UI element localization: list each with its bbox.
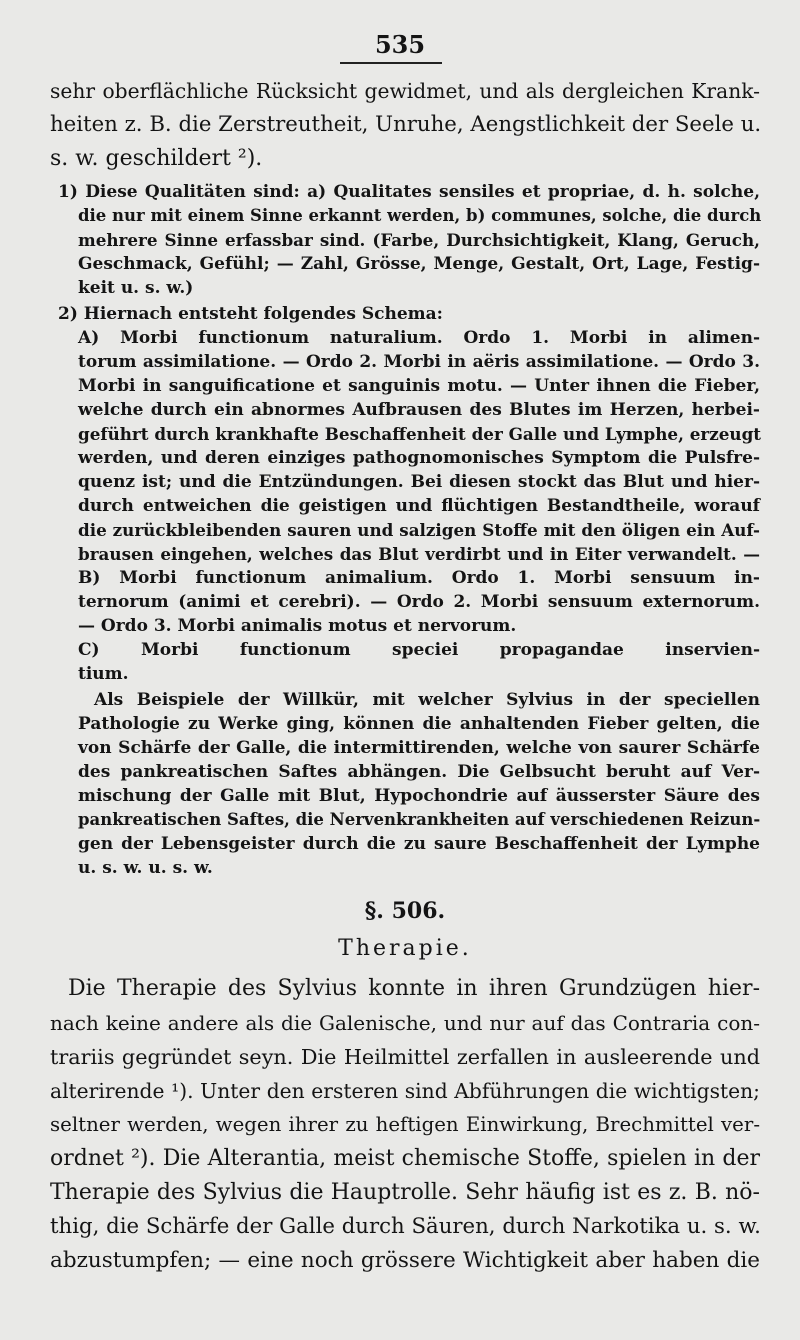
footnote-line: des pankreatischen Saftes abhängen. Die Gelbsucht beruht auf Ver- [78, 762, 760, 782]
text-line: heiten z. B. die Zerstreutheit, Unruhe, Aengstlichkeit der Seele u. [50, 112, 762, 137]
footnote-line: torum assimilatione. — Ordo 2. Morbi in aëris assimilatione. — Ordo 3. [78, 352, 760, 372]
footnote-line: Geschmack, Gefühl; — Zahl, Grösse, Menge, Gestalt, Ort, Lage, Festig- [78, 254, 760, 274]
footnote-line: Als Beispiele der Willkür, mit welcher Sylvius in der speciellen [94, 690, 760, 710]
text-line: s. w. geschildert ²). [50, 146, 263, 171]
section-title: Therapie. [338, 936, 472, 961]
footnote-line: — Ordo 3. Morbi animalis motus et nervorum. [78, 616, 517, 636]
text-line: Die Therapie des Sylvius konnte in ihren Grundzügen hier- [68, 976, 760, 1001]
footnote-line: u. s. w. u. s. w. [78, 858, 213, 878]
footnote-line: 2) Hiernach entsteht folgendes Schema: [58, 304, 443, 324]
footnote-line: keit u. s. w.) [78, 278, 194, 298]
footnote-line: quenz ist; und die Entzündungen. Bei diesen stockt das Blut und hier- [78, 472, 760, 492]
text-line: alterirende ¹). Unter den ersteren sind Abführungen die wichtigsten; [50, 1079, 760, 1103]
text-line: nach keine andere als die Galenische, und nur auf das Contraria con- [50, 1011, 760, 1035]
text-line: seltner werden, wegen ihrer zu heftigen Einwirkung, Brechmittel ver- [50, 1113, 760, 1136]
footnote-line: 1) Diese Qualitäten sind: a) Qualitates sensiles et propriae, d. h. solche, [58, 182, 760, 202]
footnote-line: geführt durch krankhafte Beschaffenheit der Galle und Lymphe, erzeugt [78, 424, 762, 444]
text-line: abzustumpfen; — eine noch grössere Wichtigkeit aber haben die [50, 1248, 760, 1273]
footnote-line: von Schärfe der Galle, die intermittirenden, welche von saurer Schärfe [78, 738, 760, 758]
footnote-line: Pathologie zu Werke ging, können die anhaltenden Fieber gelten, die [78, 714, 760, 734]
text-line: sehr oberflächliche Rücksicht gewidmet, und als dergleichen Krank- [50, 79, 760, 103]
text-line: thig, die Schärfe der Galle durch Säuren, durch Narkotika u. s. w. [50, 1214, 761, 1239]
footnote-line: A) Morbi functionum naturalium. Ordo 1. Morbi in alimen- [78, 328, 760, 348]
footnote-line: werden, und deren einziges pathognomonisches Symptom die Pulsfre- [78, 448, 760, 468]
text-line: Therapie des Sylvius die Hauptrolle. Sehr häufig ist es z. B. nö- [50, 1180, 760, 1205]
footnote-line: C) Morbi functionum speciei propagandae inservien- [78, 640, 760, 660]
footnote-line: ternorum (animi et cerebri). — Ordo 2. Morbi sensuum externorum. [78, 592, 760, 612]
footnote-line: tium. [78, 664, 129, 684]
footnote-line: mehrere Sinne erfassbar sind. (Farbe, Durchsichtigkeit, Klang, Geruch, [78, 230, 760, 250]
footnote-line: Morbi in sanguificatione et sanguinis motu. — Unter ihnen die Fieber, [78, 376, 760, 396]
footnote-line: durch entweichen die geistigen und flüchtigen Bestandtheile, worauf [78, 496, 760, 516]
section-number: §. 506. [364, 898, 446, 924]
footnote-line: mischung der Galle mit Blut, Hypochondrie auf äusserster Säure des [78, 786, 760, 806]
footnote-line: gen der Lebensgeister durch die zu saure Beschaffenheit der Lymphe [78, 834, 760, 854]
footnote-line: die zurückbleibenden sauren und salzigen Stoffe mit den öligen ein Auf- [78, 520, 760, 540]
footnote-line: pankreatischen Saftes, die Nervenkrankheiten auf verschiedenen Reizun- [78, 810, 761, 829]
footnote-line: welche durch ein abnormes Aufbrausen des Blutes im Herzen, herbei- [78, 400, 760, 420]
page-number: 535 [374, 30, 426, 59]
page-number-rule [340, 62, 442, 64]
footnote-line: B) Morbi functionum animalium. Ordo 1. Morbi sensuum in- [78, 568, 760, 588]
footnote-line: die nur mit einem Sinne erkannt werden, b) communes, solche, die durch [78, 206, 762, 225]
footnote-line: brausen eingehen, welches das Blut verdirbt und in Eiter verwandelt. — [78, 544, 760, 564]
text-line: ordnet ²). Die Alterantia, meist chemische Stoffe, spielen in der [50, 1146, 760, 1171]
text-line: trariis gegründet seyn. Die Heilmittel zerfallen in ausleerende und [50, 1045, 760, 1069]
